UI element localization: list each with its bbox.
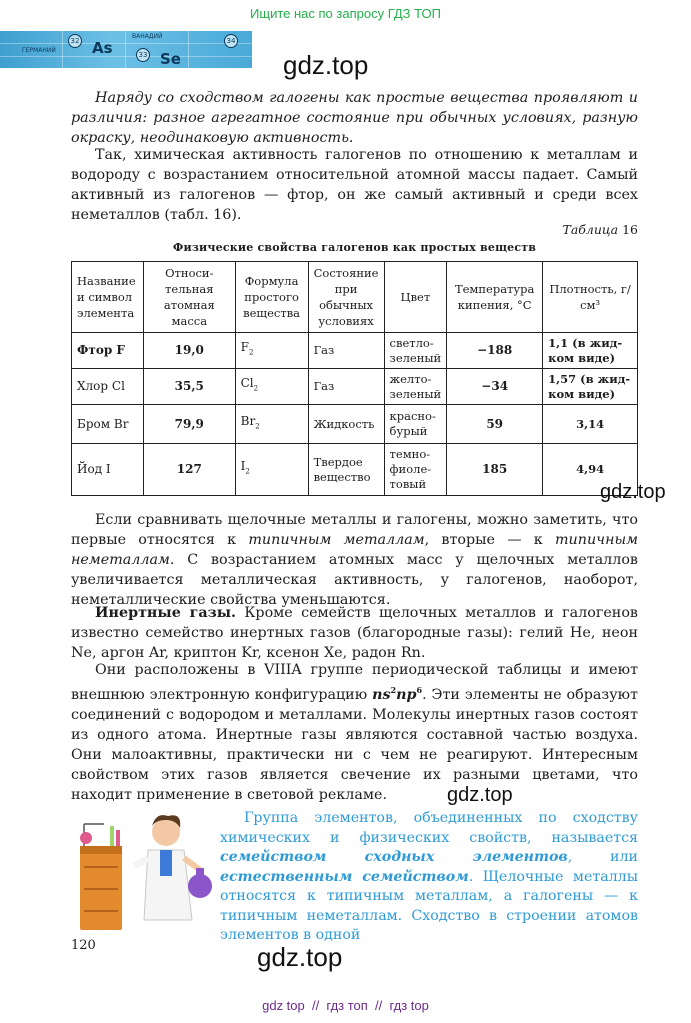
header-formula: Формула простого вещества — [235, 262, 308, 333]
activity-paragraph: Так, химическая активность галогенов по отношению к металлам и водороду с возрастанием относительной атомной массы падает. Самый активный из галогенов — фтор, он же самый активный и среди всех неметаллов (табл. 16). — [71, 147, 638, 223]
watermark: gdz.top — [447, 784, 513, 806]
header-color: Цвет — [384, 262, 447, 333]
cell-formula — [235, 333, 308, 369]
element-name: ГЕРМАНИЙ — [22, 47, 56, 54]
cell-density: 1,1 (в жид- ком виде) — [543, 333, 638, 369]
cell-state: Газ — [308, 369, 384, 405]
cell-state: Жидкость — [308, 405, 384, 444]
cell-element: Бром Br — [72, 405, 144, 444]
formula-symbol: I — [240, 459, 246, 474]
formula-subscript: 2 — [248, 348, 254, 357]
header-density: Плотность, г/см³ — [543, 262, 638, 333]
cell-element: Йод I — [72, 444, 144, 496]
element-name: ВАНАДИЙ — [132, 33, 163, 40]
watermark: gdz.top — [257, 942, 343, 972]
top-banner[interactable]: Ищите нас по запросу ГДЗ ТОП — [250, 6, 441, 21]
formula-subscript: 2 — [245, 467, 250, 476]
cell-mass: 19,0 — [143, 333, 235, 369]
table-label — [540, 222, 638, 237]
formula-symbol: Br — [240, 413, 256, 428]
table-label-number: 16 — [622, 222, 638, 237]
halogens-table — [71, 261, 638, 496]
cell-color: желто- зеленый — [384, 369, 447, 405]
cell-density: 4,94 — [543, 444, 638, 496]
formula-subscript: 2 — [253, 384, 259, 393]
cell-mass: 127 — [143, 444, 235, 496]
formula-symbol: F — [240, 340, 249, 355]
header-mass: Относи- тельная атомная масса — [143, 262, 235, 333]
inert-gases-heading: Инертные газы. — [95, 605, 237, 621]
watermark: gdz.top — [600, 481, 666, 503]
cell-element: Фтор F — [72, 333, 144, 369]
cell-color: темно- фиоле- товый — [384, 444, 447, 496]
element-symbol: As — [92, 39, 113, 57]
element-symbol: Se — [160, 50, 181, 68]
family-definition: Группа элементов, объединенных по сходству химических и физических свойств, называется семейством сходных элементов, или естественным семейством. Щелочные металлы относятся к типичным металлам, а галогены — к типичным неметаллам. Сходство в строении атомов элементов в одной — [220, 810, 638, 943]
atomic-number: 34 — [224, 34, 238, 48]
cell-state: Газ — [308, 333, 384, 369]
metals-halogens-paragraph: Если сравнивать щелочные металлы и галогены, можно заметить, что первые относятся к типичным металлам, вторые — к типичным неметаллам. С возрастанием атомных масс у щелочных металлов увеличивается металлическая активность, у галогенов, наоборот, неметаллические свойства уменьшаются. — [71, 512, 638, 608]
periodic-table-strip — [0, 31, 252, 68]
intro-paragraph: Наряду со сходством галогены как простые вещества проявляют и различия: разное агрегатное состояние при обычных условиях, разную окраску, неодинаковую активность. — [71, 90, 638, 146]
cell-element: Хлор Cl — [72, 369, 144, 405]
cell-formula — [235, 369, 308, 405]
watermark: gdz.top — [283, 50, 369, 80]
table-label-word: Таблица — [562, 222, 619, 237]
header-element: Название и символ элемента — [72, 262, 144, 333]
cell-boil: −34 — [447, 369, 543, 405]
cell-formula — [235, 444, 308, 496]
page-number: 120 — [71, 938, 96, 953]
table-title: Физические свойства галогенов как простых веществ — [172, 241, 537, 254]
table-row — [72, 369, 638, 405]
footer-links[interactable]: gdz top // гдз топ // гдз top — [262, 998, 429, 1013]
cell-mass: 35,5 — [143, 369, 235, 405]
cell-formula — [235, 405, 308, 444]
scientist-illustration — [76, 810, 216, 930]
table-row — [72, 444, 638, 496]
inert-gases-paragraph: Инертные газы. Кроме семейств щелочных металлов и галогенов известно семейство инертных газов (благородные газы): гелий He, неон Ne, аргон Ar, криптон Kr, ксенон Xe, радон Rn. — [71, 605, 638, 661]
header-boil: Температура кипения, °С — [447, 262, 543, 333]
cell-mass: 79,9 — [143, 405, 235, 444]
cell-density: 3,14 — [543, 405, 638, 444]
atomic-number: 33 — [136, 48, 150, 62]
table-row — [72, 333, 638, 369]
cell-boil: 185 — [447, 444, 543, 496]
cell-density: 1,57 (в жид- ком виде) — [543, 369, 638, 405]
cell-color: светло- зеленый — [384, 333, 447, 369]
formula-symbol: Cl — [240, 376, 254, 391]
formula-subscript: 2 — [255, 422, 260, 431]
cell-boil: −188 — [447, 333, 543, 369]
atomic-number: 32 — [68, 34, 82, 48]
table-row — [72, 405, 638, 444]
inert-gases-details-paragraph: Они расположены в VIIIA группе периодической таблицы и имеют внешнюю электронную конфигурацию $ns^2np^6$. Эти элементы не образуют соединений с водородом и металлами. Молекулы инертных газов состоят из одного атома. Инертные газы являются составной частью воздуха. Они малоактивны, практически ни с чем не реагируют. Интересным свойством этих газов является свечение их разными цветами, что находит применение в световой рекламе. — [71, 662, 638, 803]
cell-color: красно- бурый — [384, 405, 447, 444]
cell-boil: 59 — [447, 405, 543, 444]
table-header-row — [72, 262, 638, 333]
cell-state: Твердое вещество — [308, 444, 384, 496]
header-state: Состояние при обычных условиях — [308, 262, 384, 333]
